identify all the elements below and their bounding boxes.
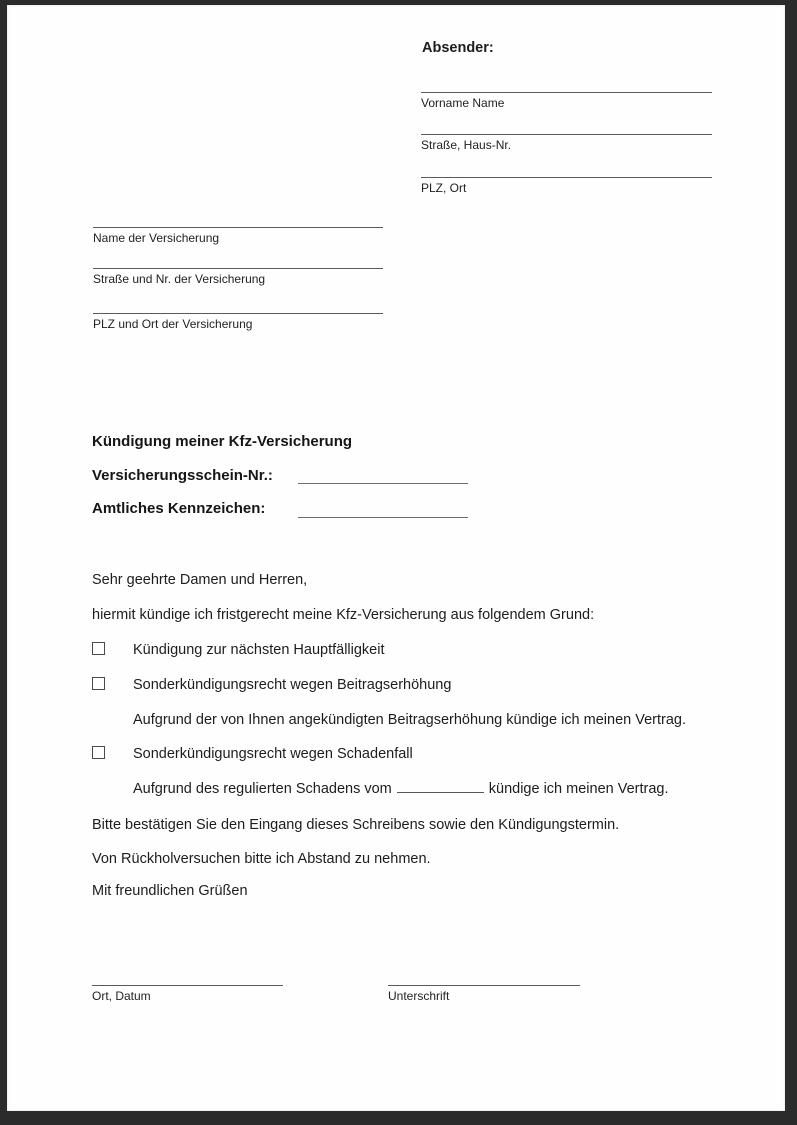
place-date-label: Ort, Datum [92, 989, 151, 1003]
sender-city-input-line[interactable] [421, 177, 712, 178]
signature-input-line[interactable] [388, 985, 580, 986]
reason-beitragserhoehung-detail: Aufgrund der von Ihnen angekündigten Beitragserhöhung kündige ich meinen Vertrag. [133, 712, 687, 728]
recipient-city-field [93, 313, 383, 331]
salutation: Sehr geehrte Damen und Herren, [92, 572, 308, 588]
closing-greeting: Mit freundlichen Grüßen [92, 883, 248, 899]
recipient-name-field [93, 227, 383, 245]
place-date-input-line[interactable] [92, 985, 283, 986]
policy-number-input-line[interactable] [298, 483, 468, 484]
sender-heading: Absender: [422, 40, 494, 56]
reason-schadenfall-label: Sonderkündigungsrecht wegen Schadenfall [133, 746, 413, 762]
license-plate-label: Amtliches Kennzeichen: [92, 500, 266, 517]
recipient-name-label: Name der Versicherung [93, 231, 220, 245]
checkbox-schadenfall[interactable] [92, 746, 105, 759]
subject-title: Kündigung meiner Kfz-Versicherung [92, 433, 353, 450]
recipient-street-label: Straße und Nr. der Versicherung [93, 272, 266, 286]
reason-hauptfaelligkeit-label: Kündigung zur nächsten Hauptfälligkeit [133, 642, 385, 658]
sender-street-field [421, 134, 712, 152]
schaden-detail-after: kündige ich meinen Vertrag. [488, 781, 669, 797]
sender-name-input-line[interactable] [421, 92, 712, 93]
recipient-city-label: PLZ und Ort der Versicherung [93, 317, 253, 331]
letter-page [7, 5, 785, 1111]
signature-label: Unterschrift [388, 989, 450, 1003]
sender-city-label: PLZ, Ort [421, 181, 467, 195]
sender-name-label: Vorname Name [421, 96, 505, 110]
recipient-street-input-line[interactable] [93, 268, 383, 269]
confirm-request-line: Bitte bestätigen Sie den Eingang dieses Schreibens sowie den Kündigungstermin. [92, 817, 620, 833]
signature-field [388, 985, 580, 1003]
recipient-city-input-line[interactable] [93, 313, 383, 314]
intro-line: hiermit kündige ich fristgerecht meine Kfz-Versicherung aus folgendem Grund: [92, 607, 595, 623]
sender-street-input-line[interactable] [421, 134, 712, 135]
license-plate-input-line[interactable] [298, 517, 468, 518]
recipient-street-field [93, 268, 383, 286]
checkbox-beitragserhoehung[interactable] [92, 677, 105, 690]
recipient-name-input-line[interactable] [93, 227, 383, 228]
sender-name-field [421, 92, 712, 110]
sender-street-label: Straße, Haus-Nr. [421, 138, 512, 152]
reason-schadenfall-detail [133, 780, 669, 798]
place-date-field [92, 985, 283, 1003]
no-retention-line: Von Rückholversuchen bitte ich Abstand zu nehmen. [92, 851, 431, 867]
checkbox-hauptfaelligkeit[interactable] [92, 642, 105, 655]
schaden-date-input-line[interactable] [397, 780, 484, 793]
policy-number-label: Versicherungsschein-Nr.: [92, 467, 273, 484]
sender-city-field [421, 177, 712, 195]
schaden-detail-before: Aufgrund des regulierten Schadens vom [133, 781, 392, 797]
reason-beitragserhoehung-label: Sonderkündigungsrecht wegen Beitragserhöhung [133, 677, 452, 693]
